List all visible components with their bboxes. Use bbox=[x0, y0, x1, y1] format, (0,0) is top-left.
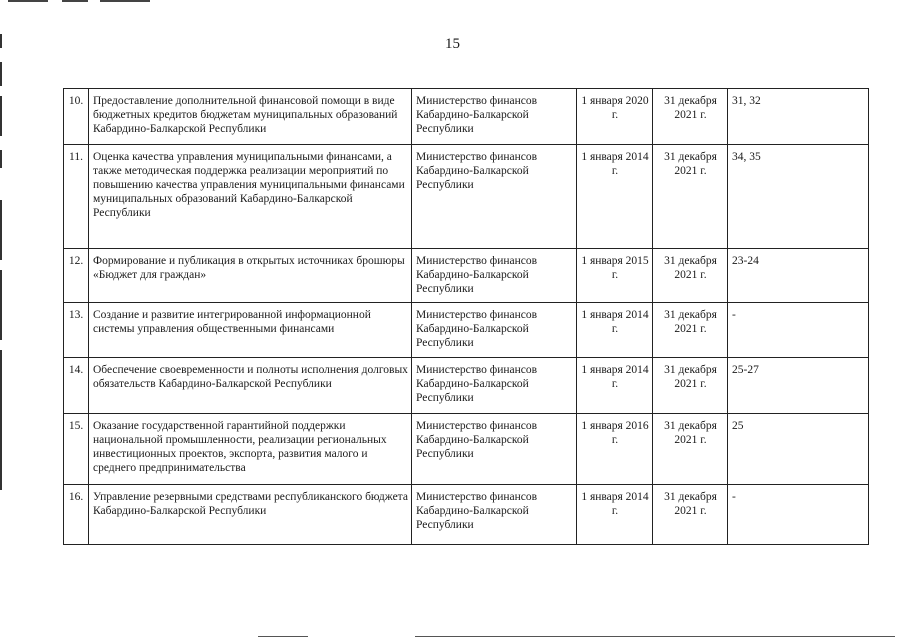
table-row bbox=[64, 303, 869, 358]
table-row bbox=[64, 249, 869, 303]
indicators-cell: 25 bbox=[728, 414, 869, 485]
start-date-cell: 1 января 2014 г. bbox=[577, 303, 653, 358]
scan-artifact bbox=[8, 0, 48, 2]
page-number: 15 bbox=[445, 36, 460, 52]
indicators-cell: 34, 35 bbox=[728, 145, 869, 249]
scan-artifact bbox=[0, 62, 2, 86]
table-row bbox=[64, 89, 869, 145]
activity-cell: Формирование и публикация в открытых источниках брошюры «Бюджет для граждан» bbox=[89, 249, 412, 303]
indicators-cell: - bbox=[728, 485, 869, 545]
start-date-cell: 1 января 2014 г. bbox=[577, 485, 653, 545]
executor-cell: Министерство финансов Кабардино-Балкарской Республики bbox=[412, 145, 577, 249]
table-row bbox=[64, 414, 869, 485]
activity-cell: Создание и развитие интегрированной информационной системы управления общественными финансами bbox=[89, 303, 412, 358]
start-date-cell: 1 января 2020 г. bbox=[577, 89, 653, 145]
start-date-cell: 1 января 2014 г. bbox=[577, 358, 653, 414]
executor-cell: Министерство финансов Кабардино-Балкарской Республики bbox=[412, 485, 577, 545]
program-activities-table bbox=[63, 88, 869, 545]
scan-artifact bbox=[0, 270, 2, 340]
start-date-cell: 1 января 2016 г. bbox=[577, 414, 653, 485]
activity-cell: Обеспечение своевременности и полноты исполнения долговых обязательств Кабардино-Балкарской Республики bbox=[89, 358, 412, 414]
scan-artifact bbox=[100, 0, 150, 2]
indicators-cell: 25-27 bbox=[728, 358, 869, 414]
executor-cell: Министерство финансов Кабардино-Балкарской Республики bbox=[412, 414, 577, 485]
indicators-cell: 31, 32 bbox=[728, 89, 869, 145]
scan-artifact bbox=[415, 636, 895, 637]
end-date-cell: 31 декабря 2021 г. bbox=[653, 414, 728, 485]
indicators-cell: - bbox=[728, 303, 869, 358]
table-row bbox=[64, 485, 869, 545]
activity-cell: Оказание государственной гарантийной поддержки национальной промышленности, реализации региональных инвестиционных проектов, экспорта, развития малого и среднего предпринимательства bbox=[89, 414, 412, 485]
executor-cell: Министерство финансов Кабардино-Балкарской Республики bbox=[412, 249, 577, 303]
activity-cell: Оценка качества управления муниципальными финансами, а также методическая поддержка реализации мероприятий по повышению качества управления муниципальными финансами муниципальных образований Кабардино-Балкарской Республики bbox=[89, 145, 412, 249]
scan-artifact bbox=[0, 200, 2, 260]
end-date-cell: 31 декабря 2021 г. bbox=[653, 358, 728, 414]
table-row bbox=[64, 358, 869, 414]
row-number: 14. bbox=[64, 358, 89, 414]
table-row bbox=[64, 145, 869, 249]
activity-cell: Управление резервными средствами республиканского бюджета Кабардино-Балкарской Республики bbox=[89, 485, 412, 545]
row-number: 11. bbox=[64, 145, 89, 249]
row-number: 12. bbox=[64, 249, 89, 303]
end-date-cell: 31 декабря 2021 г. bbox=[653, 145, 728, 249]
row-number: 15. bbox=[64, 414, 89, 485]
row-number: 10. bbox=[64, 89, 89, 145]
end-date-cell: 31 декабря 2021 г. bbox=[653, 249, 728, 303]
scan-artifact bbox=[0, 350, 2, 490]
end-date-cell: 31 декабря 2021 г. bbox=[653, 303, 728, 358]
activity-cell: Предоставление дополнительной финансовой помощи в виде бюджетных кредитов бюджетам муниципальных образований Кабардино-Балкарской Республики bbox=[89, 89, 412, 145]
row-number: 16. bbox=[64, 485, 89, 545]
executor-cell: Министерство финансов Кабардино-Балкарской Республики bbox=[412, 89, 577, 145]
start-date-cell: 1 января 2015 г. bbox=[577, 249, 653, 303]
start-date-cell: 1 января 2014 г. bbox=[577, 145, 653, 249]
executor-cell: Министерство финансов Кабардино-Балкарской Республики bbox=[412, 303, 577, 358]
scan-artifact bbox=[258, 636, 308, 637]
scan-artifact bbox=[0, 150, 2, 168]
executor-cell: Министерство финансов Кабардино-Балкарской Республики bbox=[412, 358, 577, 414]
scan-artifact bbox=[62, 0, 88, 2]
scan-artifact bbox=[0, 96, 2, 136]
row-number: 13. bbox=[64, 303, 89, 358]
end-date-cell: 31 декабря 2021 г. bbox=[653, 89, 728, 145]
indicators-cell: 23-24 bbox=[728, 249, 869, 303]
end-date-cell: 31 декабря 2021 г. bbox=[653, 485, 728, 545]
